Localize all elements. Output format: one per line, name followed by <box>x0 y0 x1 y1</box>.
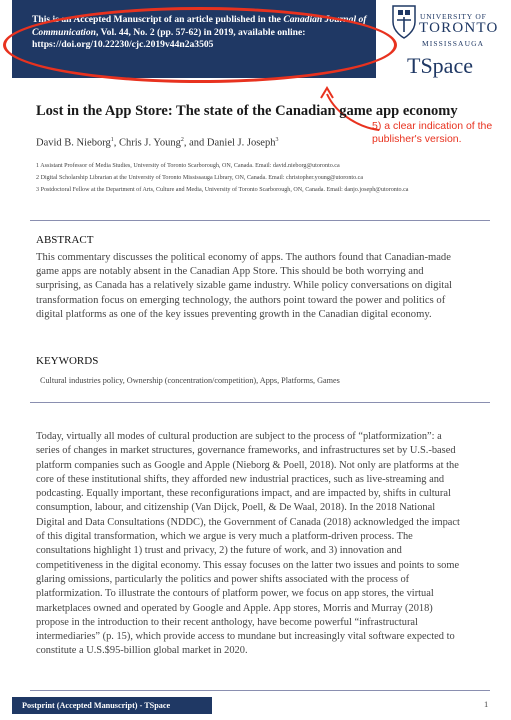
citation-suffix: , Vol. 44, No. 2 (pp. 57-62) in 2019, available online: https://doi.org/10.22230/cjc.2019v44n2a3505 <box>32 26 306 51</box>
affiliations <box>36 160 496 196</box>
body-paragraph: Today, virtually all modes of cultural production are subject to the process of “platformization”: a series of changes in market structures, governance frameworks, and infrastructures set by U.S.-based platform companies such as Google and Apple (Nieborg & Poell, 2018). Not only are platforms at the core of these institutional shifts, they afforded new industrial practices, such as live-streaming and podcasting. Equally important, these reconfigurations impact, and are impacted by, shifts in cultural consumption, labour, and citizenship (Van Dijck, Poell, & De Waal, 2018). In the 2018 National Digital and Data Consultations (NDDC), the Government of Canada (2018) acknowledged the impact of this digital transformation, which we argue is very much a platform-driven process. The consultations highlight 1) trust and privacy, 2) the future of work, and 3) innovation and competitiveness in the digital economy. This essay focuses on the latter two issues and points to some glaring omissions, particularly the politics and power shifts associated with the process of platformization. To illustrate the contours of platform power, we focus on app stores, the virtual marketplaces owned and operated by Google and Apple. App stores, Morris and Murray (2018) propose in the introduction to their recent anthology, have become powerful “infrastructural intermediaries” (p. 15), which provide access to mundane but increasingly vital software expected to constitute a U.S.$95-billion global market in 2020. <box>36 431 460 657</box>
author-name: David B. Nieborg <box>36 137 111 149</box>
author-name: Daniel J. Joseph <box>206 137 276 149</box>
abstract-heading: ABSTRACT <box>36 234 94 246</box>
divider <box>30 402 490 403</box>
logo-university-of: UNIVERSITY OF <box>420 12 487 21</box>
affiliation-item: 3 Postdoctoral Fellow at the Department of Arts, Culture and Media, University of Toronto Scarborough, ON, Canada. Email: danjo.joseph@utoronto.ca <box>36 187 409 193</box>
divider <box>30 220 490 221</box>
logo-campus: MISSISSAUGA <box>422 39 485 48</box>
citation-prefix: This is an Accepted Manuscript of an article published in the <box>32 14 284 25</box>
author-list <box>36 137 278 149</box>
article-title: Lost in the App Store: The state of the Canadian game app economy <box>36 103 458 119</box>
tspace-wordmark: TSpace <box>407 53 473 78</box>
author-affil-marker: 1 <box>110 137 114 143</box>
logo-toronto: TORONTO <box>419 20 499 36</box>
keywords-list: Cultural industries policy, Ownership (concentration/competition), Apps, Platforms, Games <box>40 376 340 385</box>
journal-name: Canadian Journal of Communication <box>32 14 367 38</box>
author-affil-marker: 2 <box>180 137 184 143</box>
footer-label: Postprint (Accepted Manuscript) - TSpace <box>12 697 212 714</box>
author-name: Chris J. Young <box>119 137 181 149</box>
affiliation-item: 2 Digital Scholarship Librarian at the University of Toronto Mississauga Library, ON, Canada. Email: christopher.young@utoronto.ca <box>36 175 364 181</box>
abstract-text: This commentary discusses the political economy of apps. The authors found that Canadian-made game apps are notably absent in the Canadian App Store. This should be both worrying and surprising, as Canada has a relatively sizable game industry. While policy conversations on digital transformation focus on emerging technology, the authors point toward the power and politics of digital platforms as one of the key issues preventing growth in the Canadian digital economy. <box>36 252 452 320</box>
university-crest-icon <box>391 4 417 40</box>
footer-divider <box>30 690 490 691</box>
author-affil-marker: 3 <box>275 137 279 143</box>
keywords-heading: KEYWORDS <box>36 355 99 367</box>
author-separator: , and <box>183 137 207 149</box>
affiliation-item: 1 Assistant Professor of Media Studies, University of Toronto Scarborough, ON, Canada. Email: david.nieborg@utoronto.ca <box>36 163 340 169</box>
page-number: 1 <box>484 699 489 709</box>
annotation-note: 5) a clear indication of the publisher's version. <box>372 120 493 145</box>
author-separator: , <box>113 137 120 149</box>
highlight-ellipse <box>3 7 397 83</box>
